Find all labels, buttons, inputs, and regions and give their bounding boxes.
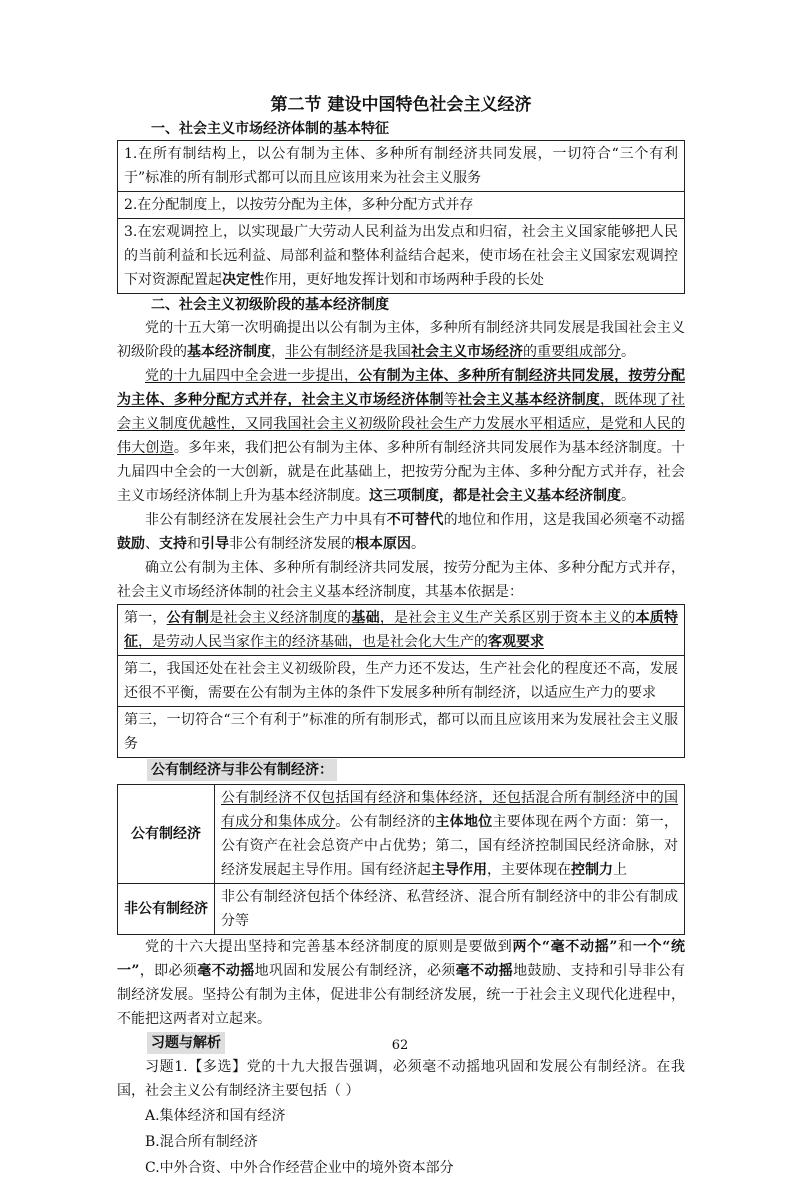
heading-market-economy-features: 一、社会主义市场经济体制的基本特征 (151, 121, 389, 137)
non-public-economy-text: 非公有制经济包括个体经济、私营经济、混合所有制经济中的非公有制成分等 (215, 884, 685, 935)
feature-distribution: 2.在分配制度上，以按劳分配为主体，多种分配方式并存 (118, 191, 684, 218)
heading-exercises: 习题与解析 (147, 1032, 225, 1054)
paragraph-15th-congress: 党的十五大第一次明确提出以公有制为主体，多种所有制经济共同发展是我国社会主义初级阶段的基本经济制度，非公有制经济是我国社会主义市场经济的重要组成部分。 (117, 320, 685, 360)
non-public-economy-label: 非公有制经济 (118, 884, 215, 935)
table-row (118, 884, 685, 935)
paragraph-19th-4th-plenum: 党的十九届四中全会进一步提出，公有制为主体、多种所有制经济共同发展，按劳分配为主体、多种分配方式并存，社会主义市场经济体制等社会主义基本经济制度，既体现了社会主义制度优越性，又同我国社会主义初级阶段社会生产力发展水平相适应，是党和人民的伟大创造。多年来，我们把公有制为主体、多种所有制经济共同发展作为基本经济制度。十九届四中全会的一大创新，就是在此基础上，把按劳分配为主体、多种分配方式并存，社会主义市场经济体制上升为基本经济制度。这三项制度，都是社会主义基本经济制度。 (117, 368, 686, 504)
comparison-table (117, 784, 685, 935)
public-economy-text: 公有制经济不仅包括国有经济和集体经济，还包括混合所有制经济中的国有成分和集体成分。公有制经济的主体地位主要体现在两个方面：第一，公有资产在社会总资产中占优势；第二，国有经济控制国民经济命脉，对经济发展起主导作用。国有经济起主导作用，主要体现在控制力上 (215, 785, 685, 884)
basis-first: 第一，公有制是社会主义经济制度的基础，是社会主义生产关系区别于资本主义的本质特征，是劳动人民当家作主的经济基础，也是社会化大生产的客观要求 (124, 610, 679, 650)
option-c: C.中外合资、中外合作经营企业中的境外资本部分 (145, 1160, 454, 1176)
paragraph-non-public-role: 非公有制经济在发展社会生产力中具有不可替代的地位和作用，这是我国必须毫不动摇鼓励、支持和引导非公有制经济发展的根本原因。 (117, 512, 686, 552)
features-box (117, 140, 685, 294)
public-economy-label: 公有制经济 (118, 785, 215, 884)
feature-macro-control: 3.在宏观调控上，以实现最广大劳动人民利益为出发点和归宿，社会主义国家能够把人民的当前利益和长远利益、局部利益和整体利益结合起来，使市场在社会主义国家宏观调控下对资源配置起决定性作用，更好地发挥计划和市场两种手段的长处 (118, 218, 684, 293)
paragraph-16th-congress: 党的十六大提出坚持和完善基本经济制度的原则是要做到两个“毫不动摇”和一个“统一”，即必须毫不动摇地巩固和发展公有制经济，必须毫不动摇地鼓励、支持和引导非公有制经济发展。坚持公有制为主体，促进非公有制经济发展，统一于社会主义现代化进程中，不能把这两者对立起来。 (117, 939, 686, 1027)
basis-third: 第三，一切符合“三个有利于”标准的所有制形式，都可以而且应该用来为发展社会主义服务 (118, 706, 684, 757)
option-b: B.混合所有制经济 (145, 1134, 258, 1150)
document-page (117, 92, 685, 1181)
page-number: 62 (391, 1038, 409, 1053)
basis-second: 第二，我国还处在社会主义初级阶段，生产力还不发达，生产社会化的程度还不高，发展还很不平衡，需要在公有制为主体的条件下发展多种所有制经济，以适应生产力的要求 (118, 655, 684, 706)
exercise-question: 习题1.【多选】党的十九大报告强调，必须毫不动摇地巩固和发展公有制经济。在我国，社会主义公有制经济主要包括（ ） (117, 1059, 685, 1099)
section-title: 第二节 建设中国特色社会主义经济 (270, 95, 532, 115)
heading-basic-economic-system: 二、社会主义初级阶段的基本经济制度 (151, 297, 389, 313)
option-a: A.集体经济和国有经济 (145, 1108, 286, 1124)
basis-box (117, 604, 685, 758)
table-row (118, 785, 685, 884)
heading-public-vs-nonpublic: 公有制经济与非公有制经济： (147, 759, 337, 781)
feature-ownership: 1.在所有制结构上，以公有制为主体、多种所有制经济共同发展，一切符合“三个有利于”标准的所有制形式都可以而且应该用来为社会主义服务 (124, 146, 678, 186)
paragraph-basis-intro: 确立公有制为主体、多种所有制经济共同发展，按劳分配为主体、多种分配方式并存，社会主义市场经济体制的社会主义基本经济制度，其基本依据是： (117, 560, 685, 600)
